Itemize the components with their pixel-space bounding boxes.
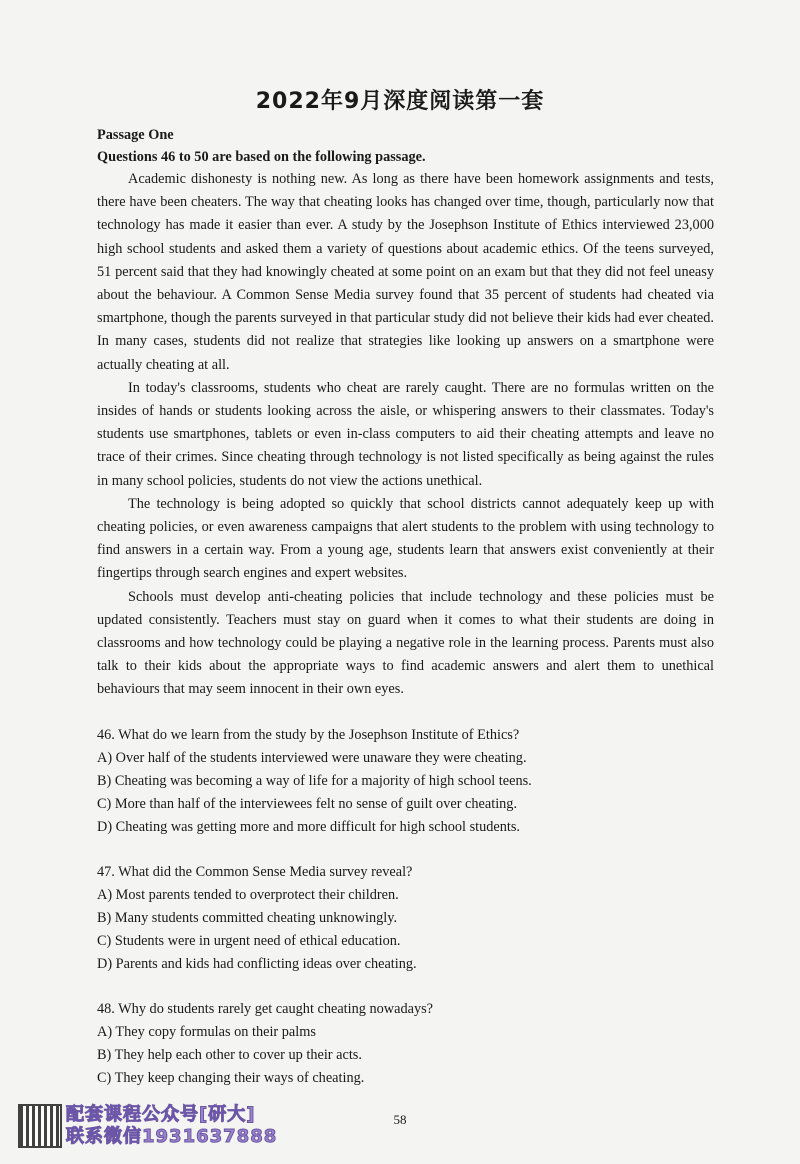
option-a: A) Over half of the students interviewed were unaware they were cheating.: [97, 749, 527, 766]
option-b: B) Cheating was becoming a way of life for a majority of high school teens.: [97, 772, 532, 789]
option-d: D) Parents and kids had conflicting ideas over cheating.: [97, 955, 417, 972]
question-48: [97, 998, 714, 1090]
option-b: B) They help each other to cover up their acts.: [97, 1046, 362, 1063]
page-number: 58: [393, 1112, 407, 1127]
option-a: A) They copy formulas on their palms: [97, 1023, 316, 1040]
paragraph: The technology is being adopted so quickly that school districts cannot adequately keep up with cheating policies, or even awareness campaigns that alert students to the problem with using technology to find answers in a certain way. From a young age, students learn that answers exist conveniently at their fingertips through search engines and expert websites.: [97, 495, 714, 582]
question-stem: 48. Why do students rarely get caught cheating nowadays?: [97, 1000, 434, 1017]
question-46: [97, 724, 714, 839]
watermark-line: 联系微信1931637888: [66, 1126, 278, 1147]
watermark-line: 配套课程公众号[研大]: [66, 1104, 256, 1125]
question-47: [97, 861, 714, 976]
option-c: C) They keep changing their ways of cheating.: [97, 1069, 365, 1086]
option-c: C) More than half of the interviewees felt no sense of guilt over cheating.: [97, 795, 518, 812]
option-c: C) Students were in urgent need of ethical education.: [97, 932, 401, 949]
passage-content: [97, 124, 714, 1090]
option-d: D) Cheating was getting more and more difficult for high school students.: [97, 818, 521, 835]
question-stem: 46. What do we learn from the study by the Josephson Institute of Ethics?: [97, 726, 520, 743]
passage-instructions: Questions 46 to 50 are based on the following passage.: [97, 149, 426, 165]
page-title: 2022年9月深度阅读第一套: [255, 89, 545, 114]
paragraph: Schools must develop anti-cheating policies that include technology and these policies must be updated consistently. Teachers must stay on guard when it comes to what their students are doing in classrooms and how technology could be playing a negative role in the learning process. Parents must also talk to their kids about the appropriate ways to find academic answers and alert them to unethical behaviours that may seem innocent in their own eyes.: [97, 588, 714, 698]
passage-label: Passage One: [97, 127, 174, 143]
paragraph: Academic dishonesty is nothing new. As long as there have been homework assignments and tests, there have been cheaters. The way that cheating looks has changed over time, though, particularly now that technology has made it easier than ever. A study by the Josephson Institute of Ethics interviewed 23,000 high school students and asked them a variety of questions about academic ethics. Of the teens surveyed, 51 percent said that they had knowingly cheated at some point on an exam but that they did not feel uneasy about the behaviour. A Common Sense Media survey found that 35 percent of students had cheated via smartphone, though the parents surveyed in that particular study did not believe their kids had ever cheated. In many cases, students did not realize that strategies like looking up answers on a smartphone were actually cheating at all.: [97, 171, 714, 373]
question-stem: 47. What did the Common Sense Media survey reveal?: [97, 863, 413, 880]
option-b: B) Many students committed cheating unknowingly.: [97, 909, 398, 926]
paragraph: In today's classrooms, students who cheat are rarely caught. There are no formulas written on the insides of hands or students looking across the aisle, or whispering answers to their classmates. Today's students use smartphones, tablets or even in-class computers to aid their cheating attempts and leave no trace of their crimes. Since cheating through technology is not listed specifically as being against the rules in many school policies, students do not view the actions unethical.: [97, 379, 714, 489]
option-a: A) Most parents tended to overprotect their children.: [97, 886, 399, 903]
